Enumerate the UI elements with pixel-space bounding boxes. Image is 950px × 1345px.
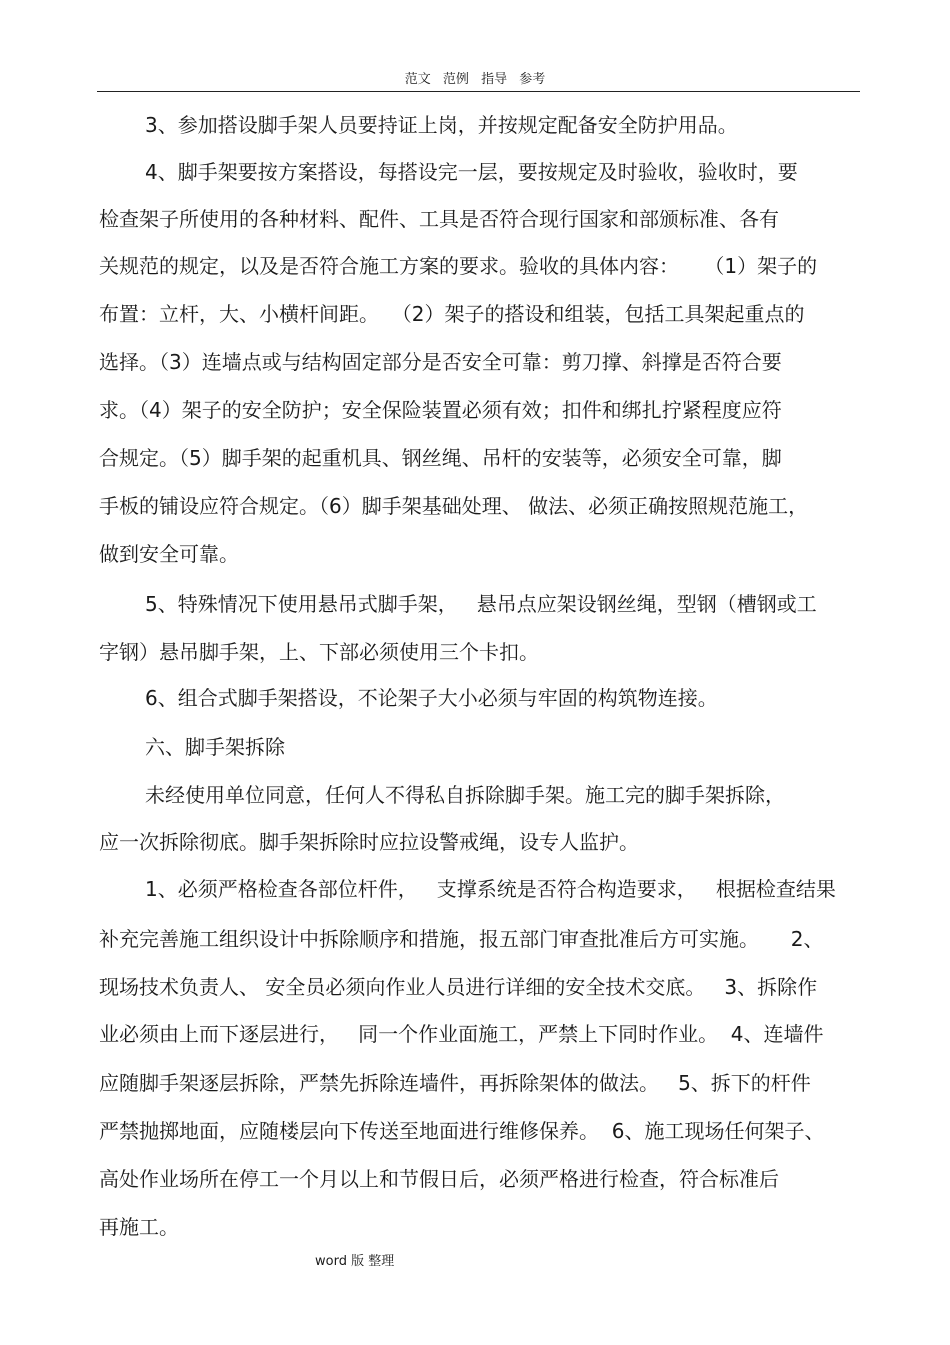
text-line: 3、参加搭设脚手架人员要持证上岗，并按规定配备安全防护用品。	[145, 113, 738, 137]
text-line: 现场技术负责人、 安全员必须向作业人员进行详细的安全技术交底。 3、拆除作	[99, 975, 818, 999]
text-line: 5、特殊情况下使用悬吊式脚手架， 悬吊点应架设钢丝绳，型钢（槽钢或工	[145, 592, 817, 616]
text-line: 严禁抛掷地面，应随楼层向下传送至地面进行维修保养。 6、施工现场任何架子、	[99, 1119, 825, 1143]
text-line: 应随脚手架逐层拆除，严禁先拆除连墙件，再拆除架体的做法。 5、拆下的杆件	[99, 1071, 811, 1095]
text-line: 布置：立杆，大、小横杆间距。 （2）架子的搭设和组装，包括工具架起重点的	[99, 302, 805, 326]
header-rule	[97, 91, 860, 92]
page-footer: word 版 整理	[315, 1254, 395, 1269]
text-line: 未经使用单位同意，任何人不得私自拆除脚手架。施工完的脚手架拆除，	[145, 783, 785, 807]
header-text: 范例	[442, 72, 469, 87]
text-line: 选择。（3）连墙点或与结构固定部分是否安全可靠：剪刀撑、斜撑是否符合要	[99, 350, 782, 374]
text-line: 4、脚手架要按方案搭设，每搭设完一层，要按规定及时验收，验收时，要	[145, 160, 798, 184]
header-text: 参考	[519, 72, 546, 87]
text-line: 1、必须严格检查各部位杆件， 支撑系统是否符合构造要求， 根据检查结果	[145, 877, 836, 901]
text-line: 六、脚手架拆除	[145, 735, 285, 759]
text-line: 再施工。	[99, 1215, 179, 1239]
text-line: 补充完善施工组织设计中拆除顺序和措施，报五部门审查批准后方可实施。 2、	[99, 927, 824, 951]
header-text: 指导	[481, 72, 508, 87]
text-line: 业必须由上而下逐层进行， 同一个作业面施工，严禁上下同时作业。 4、连墙件	[99, 1022, 824, 1046]
text-line: 高处作业场所在停工一个月以上和节假日后，必须严格进行检查，符合标准后	[99, 1167, 779, 1191]
header-text: 范文	[404, 72, 431, 87]
text-line: 检查架子所使用的各种材料、配件、工具是否符合现行国家和部颁标准、各有	[99, 207, 779, 231]
text-line: 手板的铺设应符合规定。（6）脚手架基础处理、 做法、必须正确按照规范施工，	[99, 494, 809, 518]
text-line: 求。（4）架子的安全防护；安全保险装置必须有效；扣件和绑扎拧紧程度应符	[99, 398, 782, 422]
text-line: 应一次拆除彻底。脚手架拆除时应拉设警戒绳，设专人监护。	[99, 830, 639, 854]
text-line: 6、组合式脚手架搭设，不论架子大小必须与牢固的构筑物连接。	[145, 686, 718, 710]
text-line: 合规定。（5）脚手架的起重机具、钢丝绳、吊杆的安装等，必须安全可靠，脚	[99, 446, 782, 470]
text-line: 关规范的规定，以及是否符合施工方案的要求。验收的具体内容： （1）架子的	[99, 254, 818, 278]
page-header	[0, 68, 950, 87]
text-line: 做到安全可靠。	[99, 542, 239, 566]
text-line: 字钢）悬吊脚手架，上、下部必须使用三个卡扣。	[99, 640, 539, 664]
